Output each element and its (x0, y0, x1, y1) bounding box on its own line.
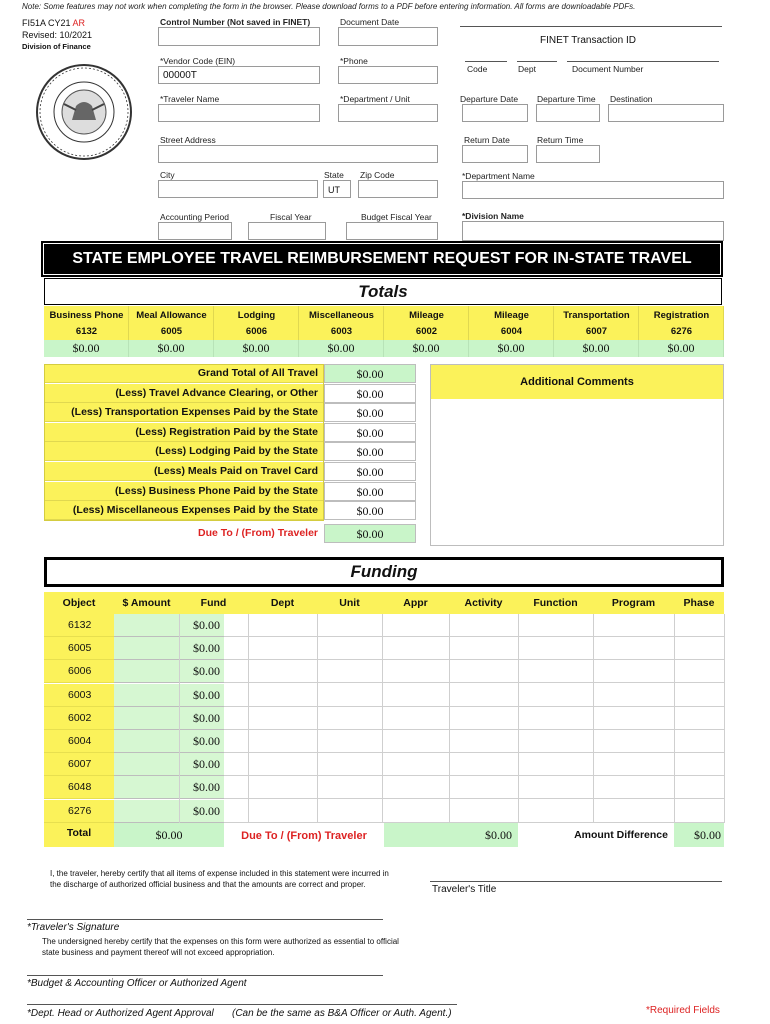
grand-row-label: (Less) Business Phone Paid by the State (44, 482, 324, 501)
totals-category-code: 6132 (75, 326, 98, 337)
funding-header-cell: Activity (464, 597, 503, 609)
department-unit-input[interactable] (338, 104, 438, 122)
department-name-label: *Department Name (462, 171, 535, 181)
destination-input[interactable] (608, 104, 724, 122)
totals-value-6003: $0.00 (299, 340, 384, 357)
zip-label: Zip Code (360, 170, 395, 180)
comments-box[interactable] (430, 364, 724, 546)
totals-category-code: 6002 (415, 326, 438, 337)
funding-title: Funding (44, 557, 724, 587)
division-name-label: *Division Name (462, 211, 524, 221)
dept-head-line (27, 1004, 457, 1005)
funding-codes[interactable] (224, 684, 724, 707)
funding-grid-line (518, 614, 519, 823)
totals-header-6007 (554, 306, 639, 340)
division-label: Division of Finance (22, 42, 91, 51)
department-unit-label: *Department / Unit (340, 94, 410, 104)
totals-header-6004 (469, 306, 554, 340)
traveler-name-label: *Traveler Name (160, 94, 220, 104)
funding-grid-line (593, 614, 594, 823)
funding-header-cell: $ Amount (122, 597, 171, 609)
funding-codes[interactable] (224, 614, 724, 637)
state-label: State (324, 170, 344, 180)
funding-row (44, 614, 724, 637)
amount-difference-label: Amount Difference (574, 828, 668, 841)
budget-fy-input[interactable] (346, 222, 438, 240)
division-name-input[interactable] (462, 221, 724, 241)
totals-category-code: 6003 (330, 326, 353, 337)
form-banner: STATE EMPLOYEE TRAVEL REIMBURSEMENT REQUEST FOR IN-STATE TRAVEL (44, 244, 720, 274)
totals-category-name: Registration (653, 310, 710, 321)
due-traveler-label: Due To / (From) Traveler (198, 526, 318, 539)
travelers-title-label[interactable]: Traveler's Title (432, 884, 497, 895)
funding-amount: $0.00 (114, 707, 224, 730)
totals-value-6005: $0.00 (129, 340, 214, 357)
code-label: Code (467, 64, 488, 74)
totals-category-code: 6276 (670, 326, 693, 337)
state-seal (34, 62, 134, 162)
departure-date-label: Departure Date (460, 94, 519, 104)
dept-line (517, 61, 557, 62)
totals-category-code: 6005 (160, 326, 183, 337)
totals-value-6002: $0.00 (384, 340, 469, 357)
funding-total-label: Total (44, 823, 114, 847)
totals-value-6132: $0.00 (44, 340, 129, 357)
ba-line (27, 975, 383, 976)
street-input[interactable] (158, 145, 438, 163)
totals-category-name: Meal Allowance (136, 310, 207, 321)
totals-value-6276: $0.00 (639, 340, 724, 357)
grand-row-value: $0.00 (324, 364, 416, 383)
title-line (430, 881, 722, 882)
undersigned-text: The undersigned hereby certify that the expenses on this form were authorized as essential to official state business and payment thereof will not exceed appropriation. (42, 937, 399, 957)
code-line (465, 61, 507, 62)
return-date-input[interactable] (462, 145, 528, 163)
zip-input[interactable] (358, 180, 438, 198)
dept-head-label[interactable]: *Dept. Head or Authorized Agent Approval (27, 1008, 214, 1019)
funding-codes[interactable] (224, 660, 724, 683)
form-id: FI51A CY21 AR (22, 18, 86, 28)
funding-codes[interactable] (224, 776, 724, 799)
funding-header-cell: Object (62, 597, 96, 609)
grand-row-value[interactable]: $0.00 (324, 501, 416, 520)
docnum-line (567, 61, 719, 62)
funding-object: 6276 (44, 800, 114, 823)
department-name-input[interactable] (462, 181, 724, 199)
accounting-period-label: Accounting Period (160, 212, 229, 222)
vendor-code-label: *Vendor Code (EIN) (160, 56, 236, 66)
funding-object: 6006 (44, 660, 114, 683)
signature-line (27, 919, 383, 920)
funding-grid-line (449, 614, 450, 823)
funding-object: 6048 (44, 776, 114, 799)
budget-fy-label: Budget Fiscal Year (361, 212, 432, 222)
phone-label: *Phone (340, 56, 368, 66)
funding-amount: $0.00 (114, 660, 224, 683)
funding-object: 6005 (44, 637, 114, 660)
grand-row-value[interactable]: $0.00 (324, 482, 416, 501)
funding-amount: $0.00 (114, 800, 224, 823)
street-label: Street Address (160, 135, 216, 145)
destination-label: Destination (610, 94, 653, 104)
totals-category-name: Transportation (563, 310, 630, 321)
funding-total-amount: $0.00 (114, 823, 224, 847)
control-number-input[interactable] (158, 27, 320, 46)
signature-label[interactable]: *Traveler's Signature (27, 922, 120, 933)
totals-category-code: 6007 (585, 326, 608, 337)
departure-time-label: Departure Time (537, 94, 596, 104)
funding-amount: $0.00 (114, 730, 224, 753)
fiscal-year-label: Fiscal Year (270, 212, 312, 222)
funding-amount: $0.00 (114, 776, 224, 799)
funding-object: 6003 (44, 684, 114, 707)
totals-header-6003 (299, 306, 384, 340)
amount-difference-value: $0.00 (674, 823, 724, 847)
funding-header-cell: Function (533, 597, 578, 609)
dept-label: Dept (518, 64, 536, 74)
revised-date: Revised: 10/2021 (22, 30, 93, 40)
phone-input[interactable] (338, 66, 438, 84)
totals-category-name: Business Phone (49, 310, 124, 321)
grand-row-label: (Less) Meals Paid on Travel Card (44, 462, 324, 481)
totals-header-6005 (129, 306, 214, 340)
funding-row (44, 684, 724, 707)
accounting-period-input[interactable] (158, 222, 232, 240)
grand-row-label: (Less) Travel Advance Clearing, or Other (44, 384, 324, 403)
grand-row-value[interactable]: $0.00 (324, 423, 416, 442)
city-label: City (160, 170, 175, 180)
grand-row-label: (Less) Lodging Paid by the State (44, 442, 324, 461)
funding-codes[interactable] (224, 800, 724, 823)
totals-value-6006: $0.00 (214, 340, 299, 357)
ba-officer-label[interactable]: *Budget & Accounting Officer or Authorized Agent (27, 978, 247, 989)
funding-row (44, 707, 724, 730)
grand-row-value[interactable]: $0.00 (324, 384, 416, 403)
totals-header-6006 (214, 306, 299, 340)
totals-category-code: 6004 (500, 326, 523, 337)
funding-grid-line (382, 614, 383, 823)
departure-date-input[interactable] (462, 104, 528, 122)
funding-amount: $0.00 (114, 614, 224, 637)
totals-category-name: Mileage (494, 310, 529, 321)
funding-header-cell: Appr (403, 597, 428, 609)
state-input[interactable]: UT (323, 180, 351, 198)
funding-row (44, 730, 724, 753)
totals-category-name: Mileage (409, 310, 444, 321)
funding-due-value: $0.00 (384, 823, 518, 847)
funding-row (44, 800, 724, 823)
grand-row-label: (Less) Miscellaneous Expenses Paid by the State (44, 501, 324, 520)
totals-category-code: 6006 (245, 326, 268, 337)
funding-row (44, 753, 724, 776)
funding-header-cell: Dept (270, 597, 295, 609)
funding-codes[interactable] (224, 753, 724, 776)
funding-row (44, 637, 724, 660)
funding-row (44, 660, 724, 683)
funding-codes[interactable] (224, 637, 724, 660)
funding-due-label: Due To / (From) Traveler (241, 829, 367, 842)
grand-row-label: Grand Total of All Travel (44, 364, 324, 383)
funding-header-cell: Phase (683, 597, 715, 609)
grand-row-label: (Less) Transportation Expenses Paid by the State (44, 403, 324, 422)
totals-value-6004: $0.00 (469, 340, 554, 357)
funding-object: 6007 (44, 753, 114, 776)
funding-codes[interactable] (224, 707, 724, 730)
funding-object: 6132 (44, 614, 114, 637)
return-date-label: Return Date (464, 135, 510, 145)
form-note: Note: Some features may not work when completing the form in the browser. Please download forms to a PDF before entering information. All forms are downloadable PDFs. (22, 2, 636, 11)
doc-number-label: Document Number (572, 64, 644, 74)
return-time-input[interactable] (536, 145, 600, 163)
traveler-name-input[interactable] (158, 104, 320, 122)
comments-label: Additional Comments (431, 365, 723, 399)
funding-grid-line (724, 614, 725, 823)
fiscal-year-input[interactable] (248, 222, 326, 240)
funding-amount: $0.00 (114, 753, 224, 776)
grand-row-value[interactable]: $0.00 (324, 462, 416, 481)
funding-header-cell: Program (611, 597, 656, 609)
control-number-label: Control Number (Not saved in FINET) (160, 17, 311, 27)
vendor-code-input[interactable]: 00000T (158, 66, 320, 84)
funding-object: 6002 (44, 707, 114, 730)
departure-time-input[interactable] (536, 104, 600, 122)
due-traveler-value: $0.00 (324, 524, 416, 543)
funding-grid-line (317, 614, 318, 823)
document-date-label: Document Date (340, 17, 400, 27)
return-time-label: Return Time (537, 135, 584, 145)
totals-header-6002 (384, 306, 469, 340)
funding-header-cell: Fund (200, 597, 227, 609)
document-date-input[interactable] (338, 27, 438, 46)
funding-grid-line (179, 614, 180, 823)
funding-grid-line (674, 614, 675, 823)
totals-category-name: Miscellaneous (309, 310, 374, 321)
required-fields-note: *Required Fields (646, 1005, 720, 1016)
funding-amount: $0.00 (114, 684, 224, 707)
totals-category-name: Lodging (237, 310, 276, 321)
funding-object: 6004 (44, 730, 114, 753)
funding-row (44, 776, 724, 799)
finet-line (460, 26, 722, 27)
grand-row-label: (Less) Registration Paid by the State (44, 423, 324, 442)
funding-header-cell: Unit (339, 597, 360, 609)
totals-title: Totals (44, 278, 722, 305)
funding-amount: $0.00 (114, 637, 224, 660)
totals-header-6276 (639, 306, 724, 340)
grand-row-value[interactable]: $0.00 (324, 403, 416, 422)
totals-header-6132 (44, 306, 129, 340)
funding-codes[interactable] (224, 730, 724, 753)
city-input[interactable] (158, 180, 318, 198)
dept-head-note: (Can be the same as B&A Officer or Auth. Agent.) (232, 1008, 452, 1019)
certify-text: I, the traveler, hereby certify that all items of expense included in this statement were incurred in the discharge of authorized official business and that the amounts are correct and proper. (50, 869, 389, 889)
finet-label: FINET Transaction ID (540, 35, 636, 46)
funding-grid-line (248, 614, 249, 823)
grand-row-value[interactable]: $0.00 (324, 442, 416, 461)
totals-value-6007: $0.00 (554, 340, 639, 357)
